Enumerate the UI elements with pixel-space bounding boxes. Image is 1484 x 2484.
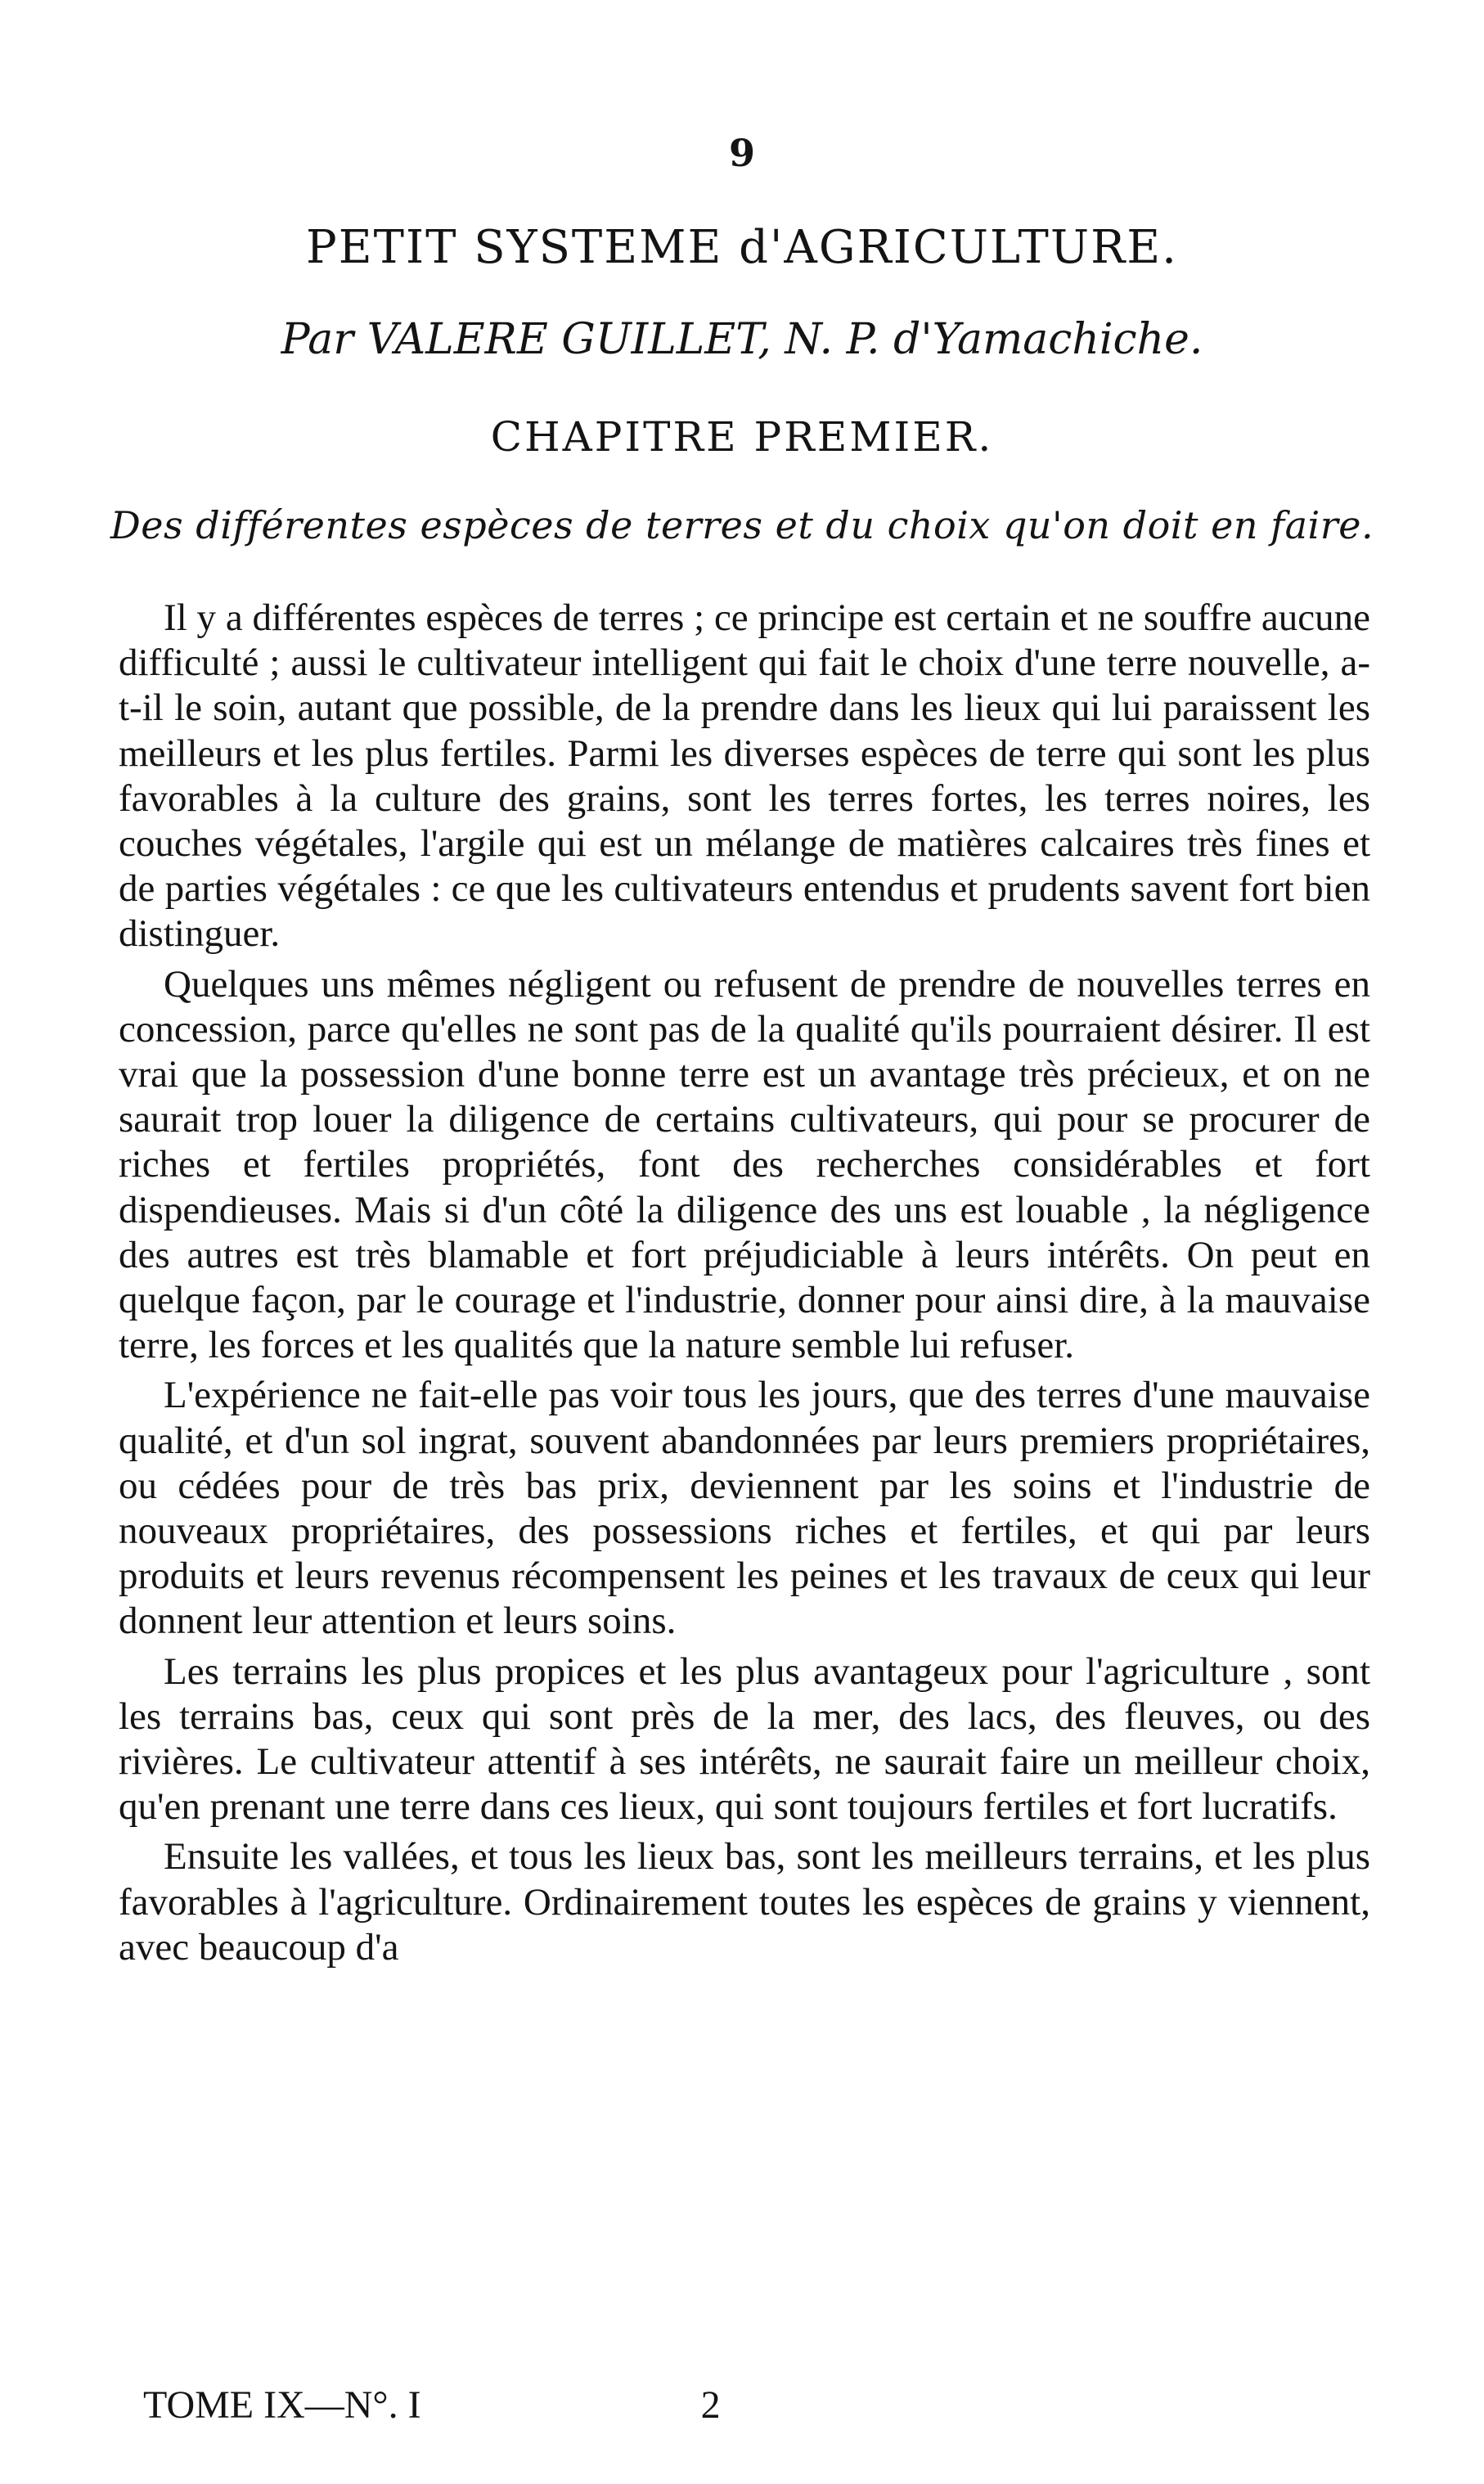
paragraph-2: Quelques uns mêmes négligent ou refusent de prendre de nouvelles terres en concession, parce qu'elles ne sont pas de la qualité qu'ils pourraient désirer. Il est vrai que la possession d'une bonne terre est un avantage très précieux, et on ne saurait trop louer la diligence de certains cultivateurs, qui pour se procurer de riches et fertiles propriétés, font des recherches considérables et fort dispendieuses. Mais si d'un côté la diligence des uns est louable , la négligence des autres est très blamable et fort préjudiciable à leurs intérêts. On peut en quelque façon, par le courage et l'industrie, donner pour ainsi dire, à la mauvaise terre, les forces et les qualités que la nature semble lui refuser. [119, 962, 1370, 1367]
body-text [119, 596, 1370, 1975]
chapter-subtitle: Des différentes espèces de terres et du choix qu'on doit en faire. [110, 503, 1374, 547]
volume-signature: TOME IX—N°. I [143, 2383, 421, 2427]
paragraph-5: Ensuite les vallées, et tous les lieux bas, sont les meilleurs terrains, et les plus favorables à l'agriculture. Ordinairement toutes les espèces de grains y viennent, avec beaucoup d'a [119, 1835, 1370, 1969]
paragraph-4: Les terrains les plus propices et les plus avantageux pour l'agriculture , sont les terrains bas, ceux qui sont près de la mer, des lacs, des fleuves, ou des rivières. Le cultivateur attentif à ses intérêts, ne saurait faire un meilleur choix, qu'en prenant une terre dans ces lieux, qui sont toujours fertiles et fort lucratifs. [119, 1649, 1370, 1829]
paragraph-3: L'expérience ne fait-elle pas voir tous les jours, que des terres d'une mauvaise qualité, et d'un sol ingrat, souvent abandonnées par leurs premiers propriétaires, ou cédées pour de très bas prix, deviennent par les soins et l'industrie de nouveaux propriétaires, des possessions riches et fertiles, et qui par leurs produits et leurs revenus récompensent les peines et les travaux de ceux qui leur donnent leur attention et leurs soins. [119, 1374, 1370, 1643]
paragraph-1: Il y a différentes espèces de terres ; ce principe est certain et ne souffre aucune difficulté ; aussi le cultivateur intelligent qui fait le choix d'une terre nouvelle, a-t-il le soin, autant que possible, de la prendre dans les lieux qui lui paraissent les meilleurs et les plus fertiles. Parmi les diverses espèces de terre qui sont les plus favorables à la culture des grains, sont les terres fortes, les terres noires, les couches végétales, l'argile qui est un mélange de matières calcaires très fines et de parties végétales : ce que les cultivateurs entendus et prudents savent fort bien distinguer. [119, 596, 1370, 956]
author-line: Par VALERE GUILLET, N. P. d'Yamachiche. [281, 315, 1203, 364]
chapter-heading: CHAPITRE PREMIER. [490, 413, 994, 461]
page-footer [143, 2383, 961, 2428]
page-number: 9 [728, 131, 755, 175]
sheet-number: 2 [700, 2383, 721, 2427]
page-title: PETIT SYSTEME d'AGRICULTURE. [306, 221, 1178, 274]
